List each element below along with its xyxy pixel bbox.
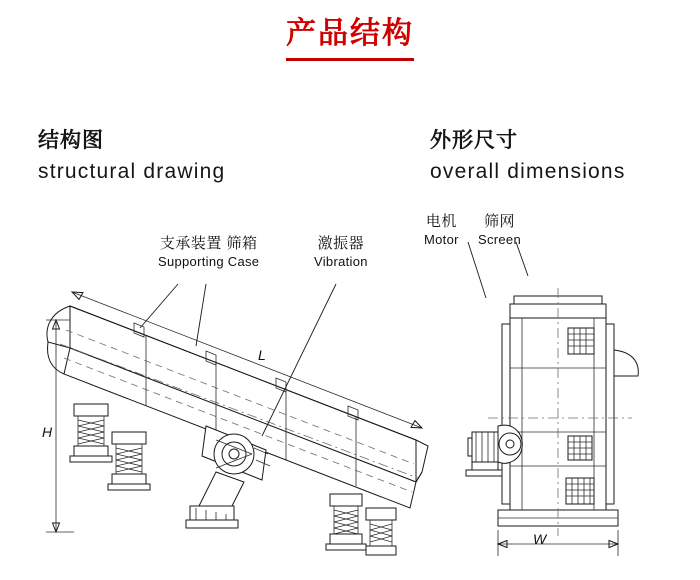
page-title-text: 产品结构 [286,17,414,50]
callout-label-en: Vibration [314,254,368,269]
dimension-label-height: H [42,424,53,440]
screen-mesh-patch-lower [566,478,594,504]
callout-label-cn: 激振器 [317,235,365,252]
callout-label-cn: 支承装置 筛箱 [159,235,258,252]
section-heading-en: overall dimensions [430,160,626,183]
callout-leader-lines-right [468,242,528,298]
callout-label-en: Screen [478,232,521,247]
section-heading-structural-drawing [38,128,225,186]
supporting-spring-assembly-right-2 [366,508,396,555]
callout-label-en: Motor [424,232,459,247]
supporting-spring-assembly-left-2 [108,432,150,490]
section-heading-cn: 外形尺寸 [430,129,518,152]
overall-dimensions-illustration [452,200,682,560]
supporting-spring-assembly-left [70,404,112,462]
section-heading-cn: 结构图 [38,129,104,152]
screen-mesh-patch-middle [568,436,592,460]
machine-frame-front-view [482,288,639,536]
callout-label-en: Supporting Case [158,254,260,269]
callout-label-cn: 电机 [425,213,457,230]
page-title [0,16,700,61]
callout-label-cn: 筛网 [483,213,515,230]
dimension-label-width: W [533,531,547,547]
supporting-spring-assembly-right [326,494,366,550]
screen-mesh-patch-upper [568,328,594,354]
section-heading-overall-dimensions [430,128,626,186]
dimension-label-length: L [258,347,266,363]
title-underline-rule [286,58,414,61]
section-heading-en: structural drawing [38,160,226,183]
structural-drawing-illustration [30,250,470,580]
